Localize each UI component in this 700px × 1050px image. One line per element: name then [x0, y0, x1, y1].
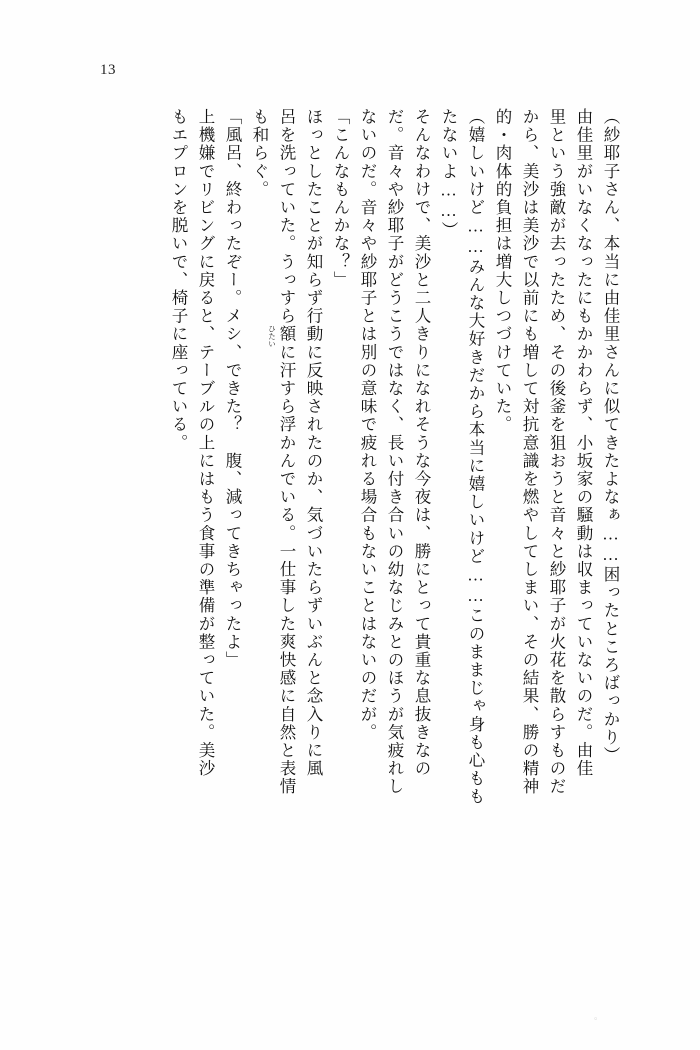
text-column: も和らぐ。 [250, 108, 269, 199]
page-number: 13 [100, 62, 116, 78]
text-column: 上機嫌でリビングに戻ると、テーブルの上にはもう食事の準備が整っていた。美沙 [196, 108, 215, 778]
text-column: だ。音々や紗耶子がどうこうではなく、長い付き合いの幼なじみとのほうが気疲れし [385, 108, 404, 796]
text-column: たないよ……） [439, 108, 458, 240]
text-column: ほっとしたことが知らず行動に反映されたのか、気づいたらずいぶんと念入りに風 [304, 108, 323, 778]
text-column: 的・肉体的負担は増大しつづけていた。 [493, 108, 512, 434]
text-column: （嬉しいけど……みんな大好きだから本当に嬉しいけど……このままじゃ身も心もも [466, 108, 485, 806]
vertical-text-block [80, 108, 618, 988]
text-column: 里という強敵が去ったため、その後釜を狙おうと音々と紗耶子が火花を散らすものだ [547, 108, 566, 796]
text-column: 呂を洗っていた。うっすら額 ひたい に汗すら浮かんでいる。一仕事した爽快感に自然と表情 [267, 108, 296, 796]
text-column: 「こんなもんかな？」 [331, 108, 350, 289]
text-column: そんなわけで、美沙と二人きりになれそうな今夜は、勝にとって貴重な息抜きなの [412, 108, 431, 778]
text-column: 由佳里がいなくなったにもかかわらず、小坂家の騒動は収まっていないのだ。由佳 [574, 108, 593, 778]
text-column: 「風呂、終わったぞー。メシ、できた？ 腹、減ってきちゃったよ」 [223, 108, 242, 670]
ruby-reading: ひたい [267, 325, 277, 348]
text-column: （紗耶子さん、本当に由佳里さんに似てきたよなぁ……困ったところばっかり） [601, 108, 620, 765]
text-column: もエプロンを脱いで、椅子に座っている。 [169, 108, 188, 452]
text-column: から、美沙は美沙で以前にも増して対抗意識を燃やしてしまい、その結果、勝の精神 [520, 108, 539, 796]
text-column: ないのだ。音々や紗耶子とは別の意味で疲れる場合もないことはないのだが。 [358, 108, 377, 742]
footer-mark: 。 [593, 1011, 604, 1021]
ruby-annotation: 額 ひたい [267, 325, 296, 348]
